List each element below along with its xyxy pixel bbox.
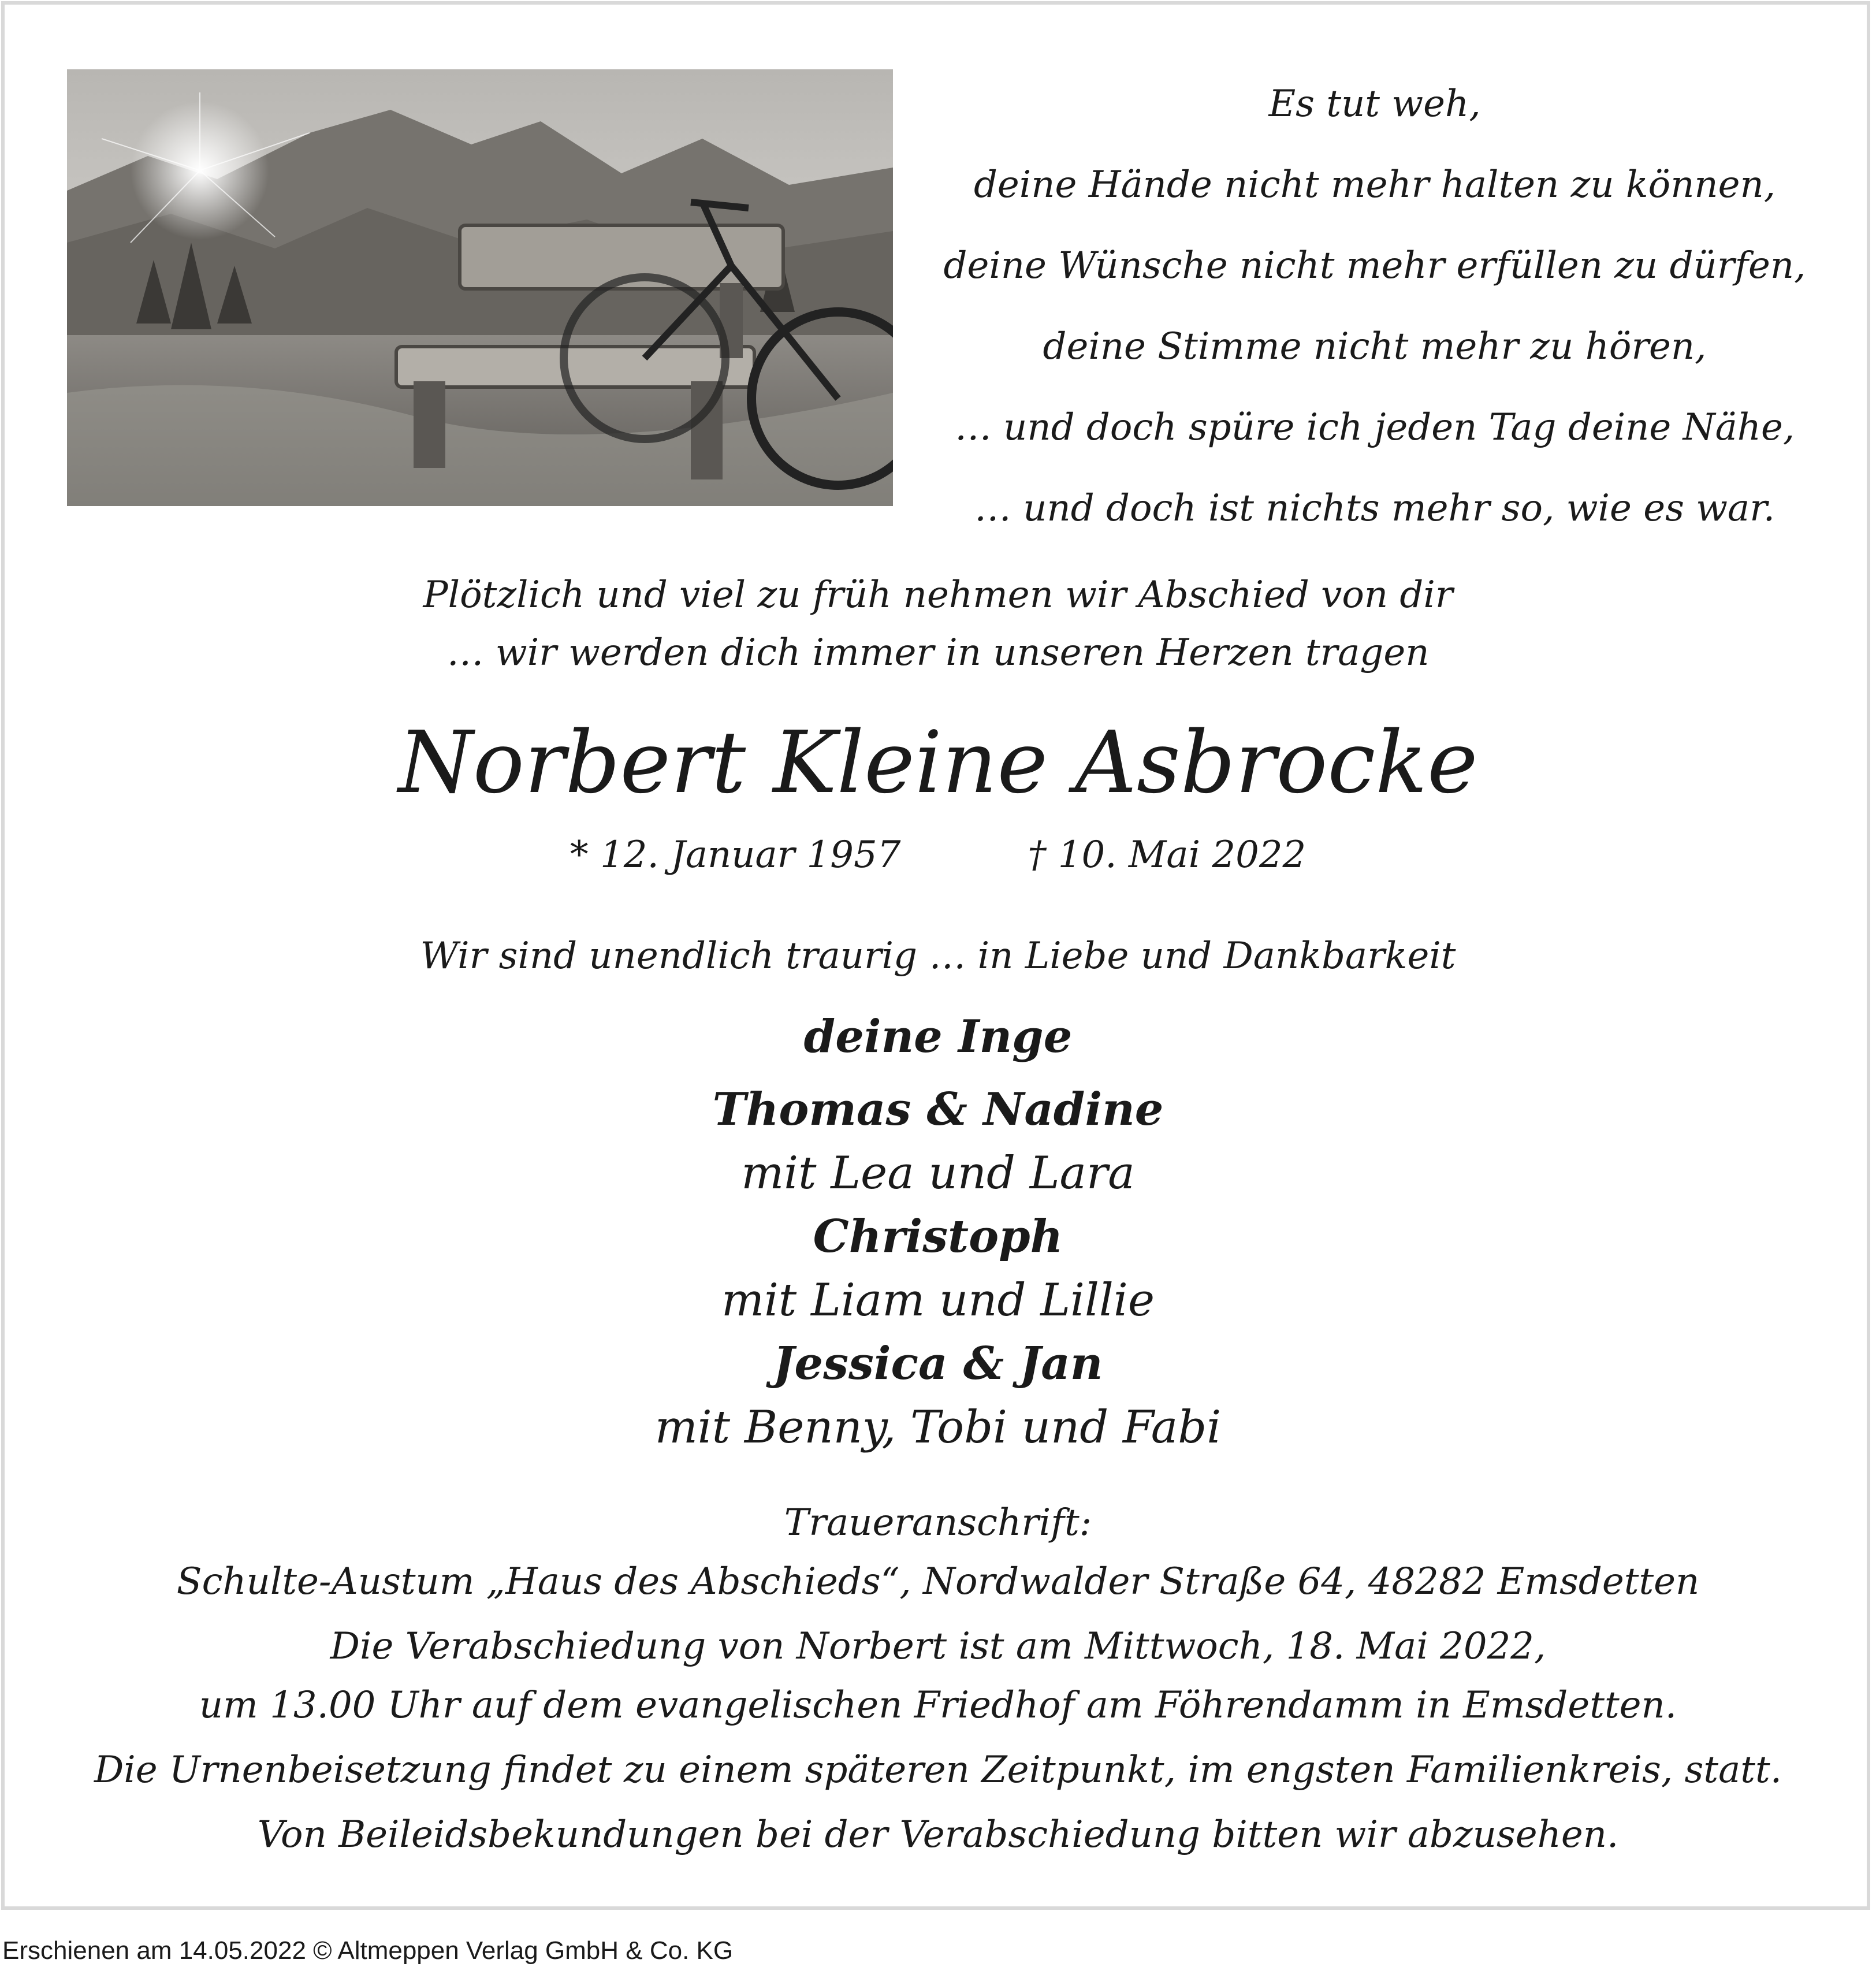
family-group [0, 1205, 1876, 1332]
family-group [0, 1332, 1876, 1459]
intro-line: … wir werden dich immer in unseren Herzen tragen [446, 631, 1430, 674]
family-group [0, 1078, 1876, 1205]
bench-bicycle-mountain-photo [67, 69, 893, 506]
family-lead: Christoph [813, 1210, 1063, 1263]
death-date: † 10. Mai 2022 [1028, 834, 1306, 876]
poem-line: … und doch spüre ich jeden Tag deine Nähe, [954, 406, 1795, 449]
poem-line: Es tut weh, [1268, 83, 1481, 125]
poem [918, 64, 1831, 549]
family-list [0, 1005, 1876, 1459]
urn-burial-note: Die Urnenbeisetzung findet zu einem späteren Zeitpunkt, im engsten Familienkreis, statt. [94, 1749, 1782, 1791]
sorrow-line: Wir sind unendlich traurig … in Liebe und Dankbarkeit [420, 935, 1456, 977]
deceased-name: Norbert Kleine Asbrocke [398, 713, 1478, 812]
poem-line: deine Wünsche nicht mehr erfüllen zu dürfen, [943, 244, 1806, 287]
life-dates [0, 826, 1876, 884]
birth-date: * 12. Januar 1957 [570, 834, 901, 876]
intro-text [0, 566, 1876, 682]
publication-footer: Erschienen am 14.05.2022 © Altmeppen Verlag GmbH & Co. KG [2, 1936, 734, 1965]
condolences-note: Von Beileidsbekundungen bei der Verabschiedung bitten wir abzusehen. [257, 1813, 1619, 1856]
family-lead: Thomas & Nadine [712, 1083, 1164, 1136]
family-lead: deine Inge [803, 1010, 1073, 1063]
address-label: Traueranschrift: [784, 1501, 1092, 1544]
family-lead: Jessica & Jan [773, 1337, 1103, 1390]
intro-line: Plötzlich und viel zu früh nehmen wir Abschied von dir [423, 574, 1453, 616]
family-group [0, 1005, 1876, 1069]
ceremony-details [0, 1493, 1876, 1864]
family-children: mit Lea und Lara [741, 1147, 1135, 1199]
poem-line: deine Stimme nicht mehr zu hören, [1043, 325, 1707, 368]
ceremony-line: um 13.00 Uhr auf dem evangelischen Friedhof am Föhrendamm in Emsdetten. [199, 1684, 1677, 1727]
mourning-address: Schulte-Austum „Haus des Abschieds“, Nordwalder Straße 64, 48282 Emsdetten [176, 1560, 1700, 1603]
ceremony-line: Die Verabschiedung von Norbert ist am Mittwoch, 18. Mai 2022, [330, 1625, 1546, 1668]
poem-line: … und doch ist nichts mehr so, wie es war. [974, 487, 1776, 530]
family-children: mit Liam und Lillie [721, 1274, 1155, 1326]
family-children: mit Benny, Tobi und Fabi [654, 1401, 1222, 1453]
poem-line: deine Hände nicht mehr halten zu können, [973, 163, 1776, 206]
